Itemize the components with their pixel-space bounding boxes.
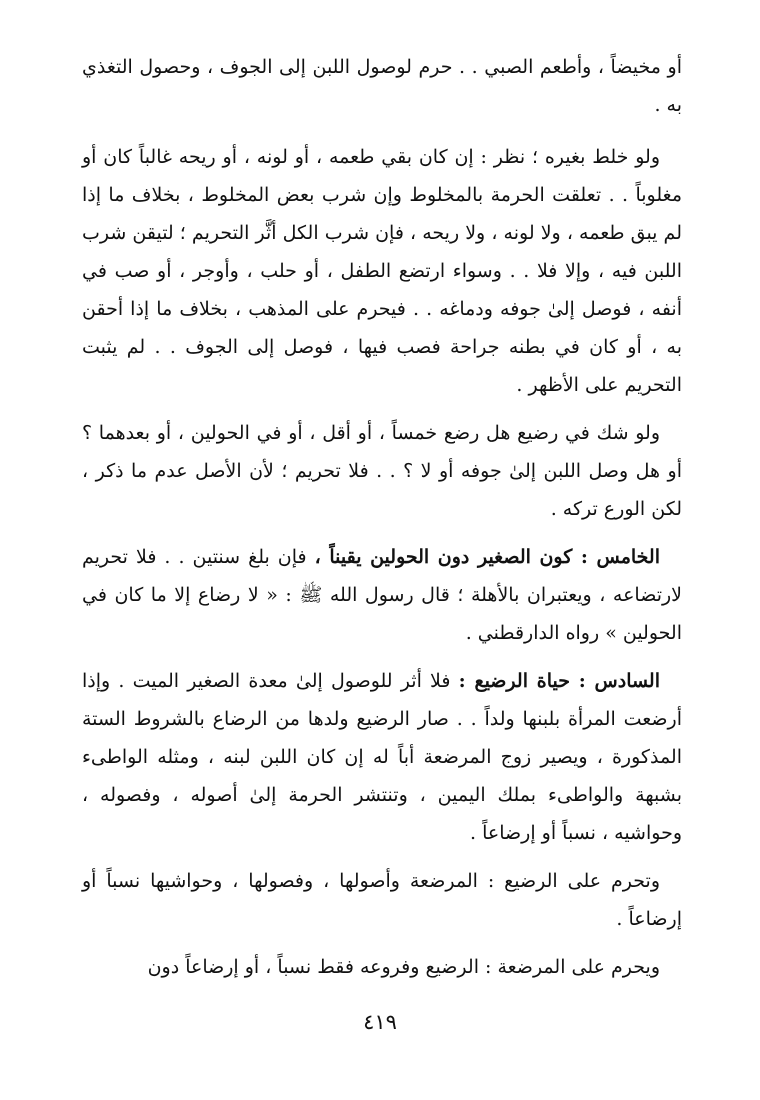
- paragraph-7: [82, 948, 682, 986]
- paragraph-4-text: فإن بلغ سنتين . . فلا تحريم لارتضاعه ، ويعتبران بالأهلة ؛ قال رسول الله ﷺ : « لا رضاع إلا ما كان في الحولين » رواه الدارقطني .: [82, 546, 682, 644]
- paragraph-5-heading: السادس : حياة الرضيع :: [458, 670, 660, 692]
- paragraph-1: [82, 48, 682, 124]
- paragraph-4-heading: الخامس : كون الصغير دون الحولين يقيناً ،: [314, 546, 660, 568]
- page-body: [82, 48, 682, 986]
- paragraph-1-text: أو مخيضاً ، وأطعم الصبي . . حرم لوصول اللبن إلى الجوف ، وحصول التغذي به .: [82, 56, 682, 116]
- paragraph-6-text: وتحرم على الرضيع : المرضعة وأصولها ، وفصولها ، وحواشيها نسباً أو إرضاعاً .: [82, 870, 682, 930]
- paragraph-2-text: ولو خلط بغيره ؛ نظر : إن كان بقي طعمه ، أو لونه ، أو ريحه غالباً كان أو مغلوباً . . تعلقت الحرمة بالمخلوط وإن شرب بعض المخلوط ، بخلاف ما إذا لم يبق طعمه ، ولا لونه ، ولا ريحه ، فإن شرب الكل أثَّر التحريم ؛ لتيقن شرب اللبن فيه ، وإلا فلا . . وسواء ارتضع الطفل ، أو حلب ، وأوجر ، أو صب في أنفه ، فوصل إلىٰ جوفه ودماغه . . فيحرم على المذهب ، بخلاف ما إذا أحقن به ، أو كان في بطنه جراحة فصب فيها ، فوصل إلى الجوف . . لم يثبت التحريم على الأظهر .: [82, 146, 682, 396]
- paragraph-3-text: ولو شك في رضيع هل رضع خمساً ، أو أقل ، أو في الحولين ، أو بعدهما ؟ أو هل وصل اللبن إلىٰ جوفه أو لا ؟ . . فلا تحريم ؛ لأن الأصل عدم ما ذكر ، لكن الورع تركه .: [82, 422, 682, 520]
- paragraph-3: [82, 414, 682, 528]
- page-number: ٤١٩: [363, 1010, 397, 1034]
- paragraph-5-text: فلا أثر للوصول إلىٰ معدة الصغير الميت . وإذا أرضعت المرأة بلبنها ولداً . . صار الرضيع ولدها من الرضاع بالشروط الستة المذكورة ، ويصير زوج المرضعة أباً له إن كان اللبن لبنه ، ومثله الواطىء بشبهة والواطىء بملك اليمين ، وتنتشر الحرمة إلىٰ أصوله ، وفصوله ، وحواشيه ، نسباً أو إرضاعاً .: [82, 670, 682, 844]
- paragraph-7-text: ويحرم على المرضعة : الرضيع وفروعه فقط نسباً ، أو إرضاعاً دون: [147, 956, 660, 978]
- paragraph-4: [82, 538, 682, 652]
- paragraph-5: [82, 662, 682, 852]
- paragraph-2: [82, 138, 682, 404]
- paragraph-6: [82, 862, 682, 938]
